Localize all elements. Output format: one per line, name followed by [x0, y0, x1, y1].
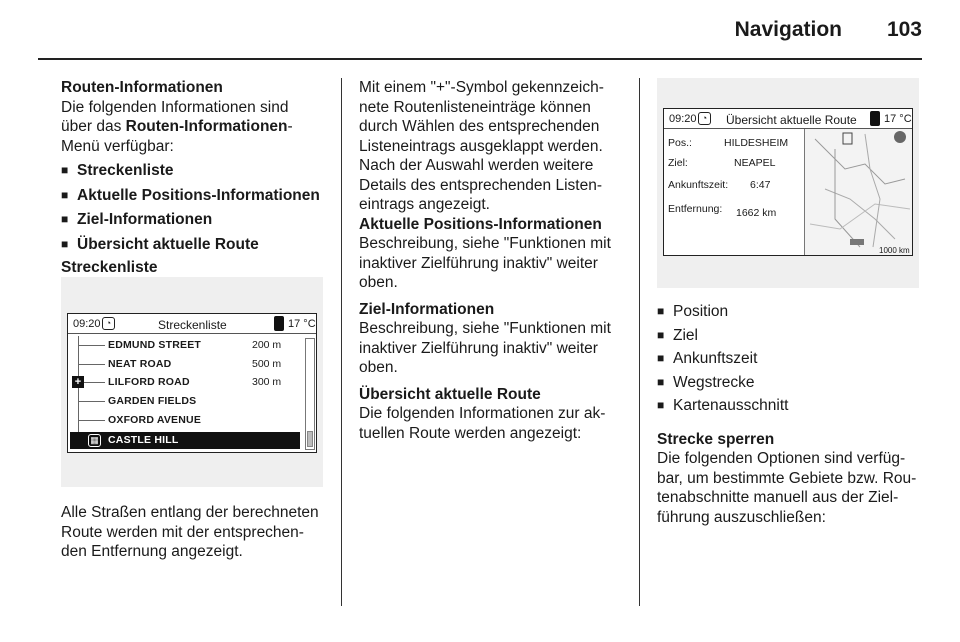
body-line: tuellen Route werden angezeigt:	[359, 424, 582, 442]
body-line: durch Wählen des entsprechenden	[359, 118, 600, 135]
sub-heading-streckenliste: Streckenliste	[61, 259, 158, 276]
entfernung-value: 1662 km	[736, 207, 777, 219]
route-row-distance: 300 m	[252, 376, 282, 388]
temperature: 17 °C	[884, 113, 912, 125]
right-column	[657, 298, 927, 527]
body-line: Nach der Auswahl werden weitere	[359, 157, 594, 174]
route-row-label[interactable]: OXFORD AVENUE	[108, 414, 202, 426]
scroll-thumb[interactable]	[307, 431, 313, 447]
body-line: Beschreibung, siehe "Funktionen mit	[359, 320, 611, 337]
ankunftszeit-value: 6:47	[750, 179, 771, 191]
selected-row[interactable]	[70, 432, 300, 449]
body-line: Die folgenden Informationen zur ak-	[359, 405, 606, 422]
list-item: ■ Ziel-Informationen	[61, 210, 331, 230]
caption-line: Alle Straßen entlang der berechneten	[61, 504, 319, 521]
screen-title: Übersicht aktuelle Route	[726, 113, 857, 127]
screen-header	[68, 314, 316, 334]
tree-branch	[79, 345, 105, 346]
heading-ziel-informationen: Ziel-Informationen	[359, 300, 495, 318]
pos-label: Pos.:	[668, 137, 692, 149]
list-item: ■ Kartenausschnitt	[657, 396, 927, 416]
map-scale-label: 1000 km	[879, 246, 910, 255]
header-rule	[38, 58, 922, 60]
list-item: ■ Übersicht aktuelle Route	[61, 235, 331, 255]
route-row-label-selected[interactable]: CASTLE HILL	[108, 434, 179, 446]
thermometer-icon	[274, 316, 284, 331]
ankunftszeit-label: Ankunftszeit:	[668, 179, 729, 191]
overview-items-list	[657, 302, 927, 416]
expand-plus-icon[interactable]: +	[72, 376, 84, 388]
tree-branch	[79, 420, 105, 421]
body-line: tenabschnitte manuell aus der Ziel-	[657, 489, 899, 506]
list-item: ■ Streckenliste	[61, 161, 331, 181]
intro-menu-name: Routen-Informationen	[125, 118, 288, 135]
clock: 09:20	[73, 318, 101, 330]
heading-aktuelle-positions-informationen: Aktuelle Positions-Informationen	[359, 215, 602, 233]
body-line: inaktiver Zielführung inaktiv" weiter	[359, 339, 598, 357]
left-column	[61, 78, 331, 278]
body-line: Listeneintrags ausgeklappt werden.	[359, 137, 603, 155]
ziel-label: Ziel:	[668, 157, 688, 169]
temperature: 17 °C	[288, 318, 316, 330]
body-line: bar, um bestimmte Gebiete bzw. Rou-	[657, 469, 917, 487]
intro-line-1: Die folgenden Informationen sind	[61, 98, 289, 116]
middle-column	[359, 78, 634, 443]
route-row-label[interactable]: LILFORD ROAD	[108, 376, 190, 388]
screen-title: Streckenliste	[158, 318, 227, 332]
route-row-distance: 200 m	[252, 339, 282, 351]
castle-icon: ▦	[88, 434, 101, 447]
screen-uebersicht	[663, 108, 913, 256]
list-item: ■ Position	[657, 302, 927, 322]
body-line: eintrags angezeigt.	[359, 196, 490, 213]
body-line: führung auszuschließen:	[657, 508, 826, 526]
intro-hyphen: -	[287, 118, 293, 135]
thermometer-icon	[870, 111, 880, 126]
scrollbar[interactable]	[305, 338, 315, 450]
route-row-label[interactable]: NEAT ROAD	[108, 358, 172, 370]
route-row-distance: 500 m	[252, 358, 282, 370]
list-item: ■ Aktuelle Positions-Informationen	[61, 186, 331, 206]
intro-line-3: Menü verfügbar:	[61, 137, 174, 155]
caption-line: Route werden mit der entsprechen-	[61, 523, 304, 541]
route-row-label[interactable]: GARDEN FIELDS	[108, 395, 197, 407]
body-line: Beschreibung, siehe "Funktionen mit	[359, 235, 611, 252]
map-view[interactable]	[804, 129, 913, 256]
screen-streckenliste	[67, 313, 317, 453]
list-item: ■ Ankunftszeit	[657, 349, 927, 369]
route-icon: ◔	[698, 112, 711, 125]
page-number: 103	[886, 18, 922, 41]
route-row-label[interactable]: EDMUND STREET	[108, 339, 202, 351]
intro-text: über das	[61, 118, 126, 135]
tree-branch	[79, 364, 105, 365]
tree-branch	[79, 401, 105, 402]
caption-line: den Entfernung angezeigt.	[61, 543, 243, 560]
body-line: oben.	[359, 274, 398, 291]
figure-uebersicht-aktuelle-route	[657, 78, 919, 288]
heading-uebersicht-aktuelle-route: Übersicht aktuelle Route	[359, 385, 541, 403]
clock: 09:20	[669, 113, 697, 125]
menu-items-list	[61, 161, 331, 254]
list-item: ■ Wegstrecke	[657, 373, 927, 393]
heading-strecke-sperren: Strecke sperren	[657, 430, 775, 448]
route-icon: ◔	[102, 317, 115, 330]
entfernung-label: Entfernung:	[668, 203, 723, 215]
pos-value: HILDESHEIM	[724, 137, 789, 149]
body-line: oben.	[359, 359, 398, 376]
body-line: inaktiver Zielführung inaktiv" weiter	[359, 254, 598, 272]
screen-header	[664, 109, 912, 129]
column-divider-2	[639, 78, 640, 606]
page-header	[0, 0, 960, 62]
intro-line-2	[61, 117, 331, 137]
ziel-value: NEAPEL	[734, 157, 776, 169]
list-item: ■ Ziel	[657, 326, 927, 346]
body-line: Details des entsprechenden Listen-	[359, 176, 602, 194]
left-caption	[61, 503, 331, 562]
column-divider-1	[341, 78, 342, 606]
section-heading-routen-informationen: Routen-Informationen	[61, 79, 223, 96]
figure-streckenliste	[61, 277, 323, 487]
page-title: Navigation	[734, 18, 842, 41]
body-line: Die folgenden Optionen sind verfüg-	[657, 450, 906, 467]
body-line: Mit einem "+"-Symbol gekennzeich-	[359, 79, 604, 96]
map-roads	[805, 129, 913, 256]
body-line: nete Routenlisteneinträge können	[359, 98, 591, 116]
